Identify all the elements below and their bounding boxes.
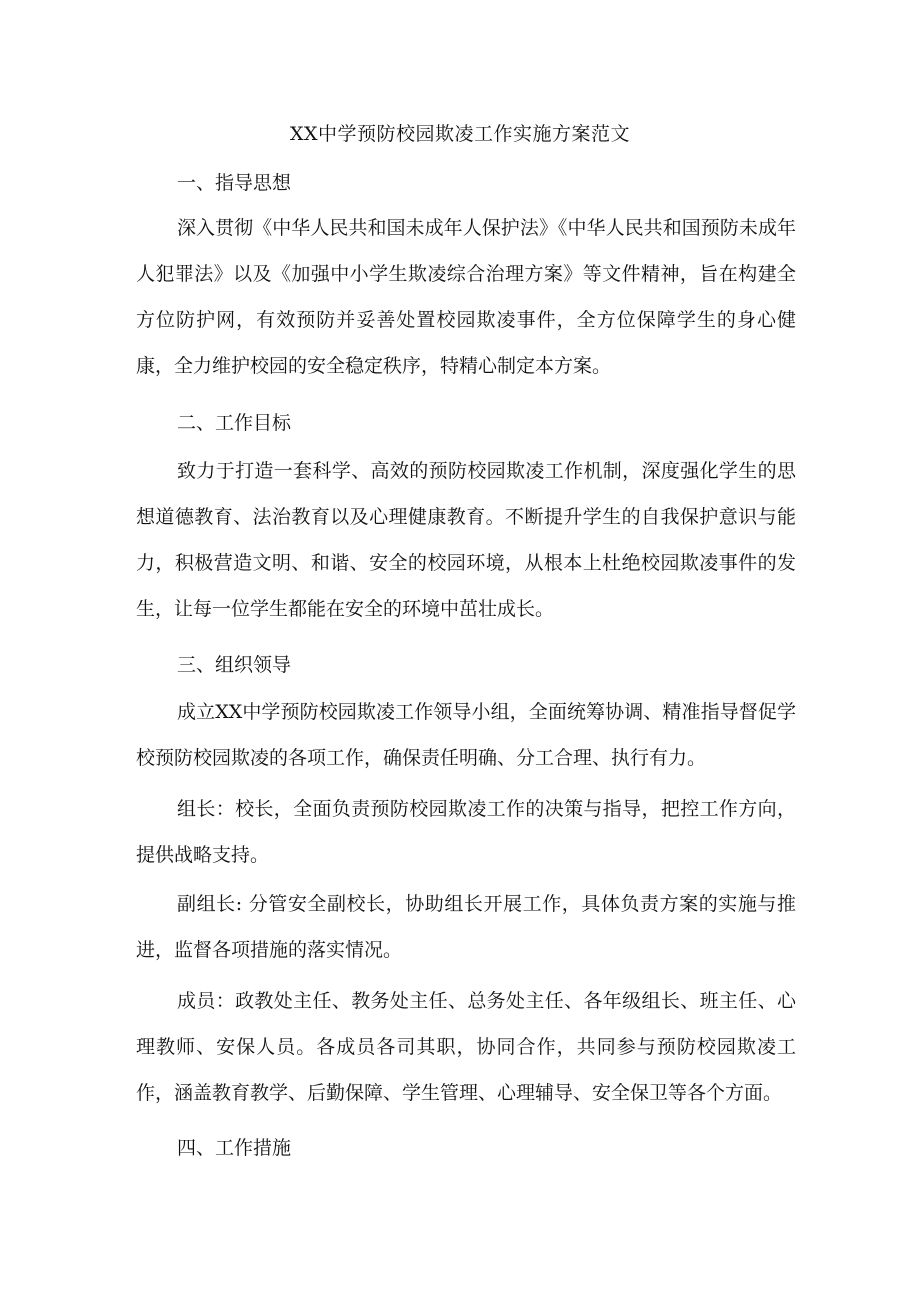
paragraph-deputy-leader: 副组长: 分管安全副校长，协助组长开展工作，具体负责方案的实施与推进，监督各项措施的落实情况。 — [136, 893, 796, 961]
paragraph-leading-group: 成立XX中学预防校园欺凌工作领导小组，全面统筹协调、精准指导督促学校预防校园欺凌的各项工作，确保责任明确、分工合理、执行有力。 — [136, 701, 796, 769]
paragraph-group-leader: 组长：校长，全面负责预防校园欺凌工作的决策与指导，把控工作方向，提供战略支持。 — [136, 798, 796, 866]
section-heading-work-measures: 四、工作措施 — [177, 1137, 292, 1159]
section-heading-guiding-ideology: 一、指导思想 — [177, 172, 292, 194]
paragraph-work-goals: 致力于打造一套科学、高效的预防校园欺凌工作机制，深度强化学生的思想道德教育、法治教育以及心理健康教育。不断提升学生的自我保护意识与能力，积极营造文明、和谐、安全的校园环境，从根本上杜绝校园欺凌事件的发生，让每一位学生都能在安全的环境中茁壮成长。 — [136, 460, 796, 620]
paragraph-guiding-ideology: 深入贯彻《中华人民共和国未成年人保护法》《中华人民共和国预防未成年人犯罪法》以及《加强中小学生欺凌综合治理方案》等文件精神，旨在构建全方位防护网，有效预防并妥善处置校园欺凌事件，全方位保障学生的身心健康，全力维护校园的安全稳定秩序，特精心制定本方案。 — [136, 217, 796, 377]
section-heading-work-goals: 二、工作目标 — [177, 412, 292, 434]
paragraph-members: 成员：政教处主任、教务处主任、总务处主任、各年级组长、班主任、心理教师、安保人员。各成员各司其职，协同合作，共同参与预防校园欺凌工作，涵盖教育教学、后勤保障、学生管理、心理辅导、安全保卫等各个方面。 — [136, 990, 796, 1104]
section-heading-organization-leadership: 三、组织领导 — [177, 654, 292, 676]
document-title: XX中学预防校园欺凌工作实施方案范文 — [289, 123, 631, 145]
